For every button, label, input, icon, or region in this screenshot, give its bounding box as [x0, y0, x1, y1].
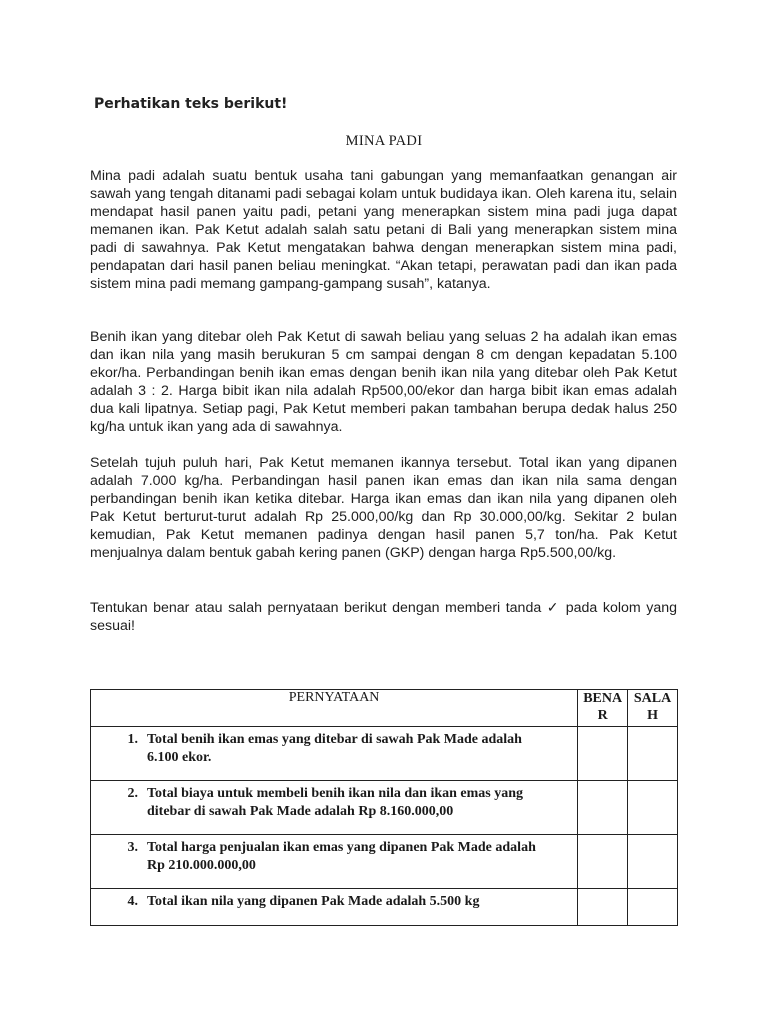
salah-check-cell-2[interactable] [628, 781, 678, 835]
table-header-row [91, 690, 678, 727]
table-row [91, 727, 678, 781]
table-row [91, 835, 678, 889]
benar-check-cell-3[interactable] [578, 835, 628, 889]
statement-number: 3. [127, 840, 138, 855]
benar-check-cell-2[interactable] [578, 781, 628, 835]
header-benar-line-2: R [597, 708, 608, 723]
statement-cell [91, 781, 578, 835]
instruction-heading: Perhatikan teks berikut! [94, 96, 288, 112]
statement-cell [91, 727, 578, 781]
statement-text: Total ikan nila yang dipanen Pak Made adalah 5.500 kg [147, 894, 480, 909]
paragraph-3: Setelah tujuh puluh hari, Pak Ketut memanen ikannya tersebut. Total ikan yang dipanen adalah 7.000 kg/ha. Perbandingan hasil panen ikan emas dan ikan nila sama dengan perbandingan benih ikan ketika ditebar. Harga ikan emas dan ikan nila yang dipanen oleh Pak Ketut berturut-turut adalah Rp 25.000,00/kg dan Rp 30.000,00/kg. Sekitar 2 bulan kemudian, Pak Ketut memanen padinya dengan hasil panen 5,7 ton/ha. Pak Ketut menjualnya dalam bentuk gabah kering panen (GKP) dengan harga Rp5.500,00/kg. [90, 455, 677, 561]
statement-cell [91, 835, 578, 889]
salah-check-cell-1[interactable] [628, 727, 678, 781]
text-title: MINA PADI [345, 133, 423, 149]
header-salah-line-1: SALA [633, 691, 672, 706]
salah-check-cell-3[interactable] [628, 835, 678, 889]
benar-check-cell-4[interactable] [578, 889, 628, 926]
statement-cell [91, 889, 578, 926]
header-benar [578, 690, 628, 727]
header-salah-line-2: H [647, 708, 658, 723]
statement-text: Total biaya untuk membeli benih ikan nila dan ikan emas yang ditebar di sawah Pak Made adalah Rp 8.160.000,00 [147, 786, 524, 819]
header-salah [628, 690, 678, 727]
header-statement: PERNYATAAN [91, 690, 578, 727]
paragraph-2: Benih ikan yang ditebar oleh Pak Ketut di sawah beliau yang seluas 2 ha adalah ikan emas dan ikan nila yang masih berukuran 5 cm sampai dengan 8 cm dengan kepadatan 5.100 ekor/ha. Perbandingan benih ikan emas dengan benih ikan nila yang ditebar oleh Pak Ketut adalah 3 : 2. Harga bibit ikan nila adalah Rp500,00/ekor dan harga bibit ikan emas adalah dua kali lipatnya. Setiap pagi, Pak Ketut memberi pakan tambahan berupa dedak halus 250 kg/ha untuk ikan yang ada di sawahnya. [90, 329, 677, 435]
table-row [91, 781, 678, 835]
benar-check-cell-1[interactable] [578, 727, 628, 781]
statement-text: Total benih ikan emas yang ditebar di sawah Pak Made adalah 6.100 ekor. [147, 732, 522, 765]
statement-text: Total harga penjualan ikan emas yang dipanen Pak Made adalah Rp 210.000.000,00 [147, 840, 536, 873]
paragraph-1: Mina padi adalah suatu bentuk usaha tani gabungan yang memanfaatkan genangan air sawah yang tengah ditanami padi sebagai kolam untuk budidaya ikan. Oleh karena itu, selain mendapat hasil panen yaitu padi, petani yang menerapkan sistem mina padi juga dapat memanen ikan. Pak Ketut adalah salah satu petani di Bali yang menerapkan sistem mina padi di sawahnya. Pak Ketut mengatakan bahwa dengan menerapkan sistem mina padi, pendapatan dari hasil panen beliau meningkat. “Akan tetapi, perawatan padi dan ikan pada sistem mina padi memang gampang-gampang susah”, katanya. [90, 168, 677, 292]
paragraph-instruction: Tentukan benar atau salah pernyataan berikut dengan memberi tanda ✓ pada kolom yang sesuai! [90, 600, 677, 634]
table-row [91, 889, 678, 926]
statement-number: 4. [127, 894, 138, 909]
header-benar-line-1: BENA [583, 691, 623, 706]
statement-number: 1. [127, 732, 138, 747]
statement-table [90, 689, 678, 926]
statement-number: 2. [127, 786, 138, 801]
salah-check-cell-4[interactable] [628, 889, 678, 926]
